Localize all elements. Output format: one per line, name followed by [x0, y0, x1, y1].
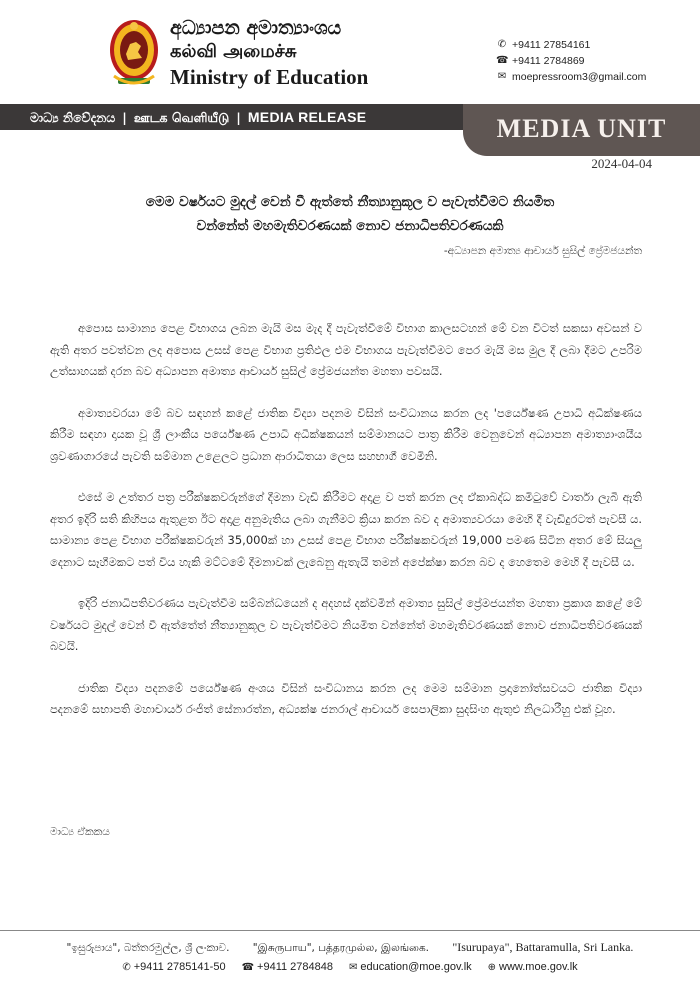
header-fax: +9411 2784869	[512, 55, 585, 67]
header-phone: +9411 27854161	[512, 39, 591, 51]
media-unit-badge	[463, 104, 700, 156]
letterhead	[0, 0, 700, 100]
national-emblem-logo	[108, 16, 160, 90]
band-label-tamil: ஊடக வெளியீடு	[133, 110, 230, 125]
paragraph: අමාත්‍යවරයා මේ බව සඳහන් කළේ ජාතික විද්‍යා පදනම විසින් සංවිධානය කරන ලද 'පර්යේෂණ උපාධි අධීක්ෂණය කිරීම සඳහා දායක වූ ශ්‍රී ලාංකීය පර්යේෂණ උපාධි අධීක්ෂකයන් සම්මානයට පාත්‍ර කිරීම වෙනුවෙන් අධ්‍යාපන අමාත්‍යාංශයීය ශ්‍රවණාගාරයේ පැවති සම්මාන උළෙලට ප්‍රධාන ආරාධිතයා ලෙස සහභාගී වෙමිනි.	[50, 405, 642, 463]
article-body	[50, 318, 642, 741]
footer-fax: +9411 2784848	[257, 961, 333, 973]
footer-address-sinhala: "ඉසුරුපාය", බත්තරමුල්ල, ශ්‍රී ලංකාව.	[66, 942, 230, 954]
byline: -අධ්‍යාපන අමාත්‍ය ආචාර්ය සුසිල් ප්‍රේමජයන්ත	[443, 245, 642, 257]
paragraph: එසේ ම උත්තර පත්‍ර පරීක්ෂකවරුන්ගේ දීමනා වැඩි කිරීමට අදාළ ව පත් කරන ලද ඒකාබද්ධ කමිටුවේ වාර්තා ලැබී ඇති අතර ඉදිරි සති කිහිපය ඇතුළත ඊට අදාළ අනුමැතිය ලබා ගැනීමට ක්‍රියා කරන බව ද අමාත්‍යවරයා මෙහි දී වැඩිදුරටත් පැවසී ය. සාමාන්‍ය පෙළ විභාග පරීක්ෂකවරුන් 35,000ක් හා උසස් පෙළ විභාග පරීක්ෂකවරුන් 19,000 පමණ සිටින අතර මේ සියලු දෙනාට සෑහීමකට පත් විය හැකි මට්ටමේ දීමනාවක් ලැබෙනු ඇතැයි තමන් අපේක්ෂා කරන බව ද හෙතෙම මෙහි දී පැවසී ය.	[50, 490, 642, 569]
footer-address-tamil: "இசுருபாய", பத்தரமுல்ல, இலங்கை.	[252, 942, 430, 954]
fax-icon: ☎	[241, 962, 255, 973]
globe-icon: ⊕	[487, 962, 497, 973]
band-separator: |	[122, 110, 127, 125]
footer-address-english: "Isurupaya", Battaramulla, Sri Lanka.	[452, 940, 634, 954]
header-email[interactable]: moepressroom3@gmail.com	[512, 71, 647, 83]
fax-icon: ☎	[496, 55, 509, 66]
band-label-english: MEDIA RELEASE	[247, 109, 367, 125]
band-separator: |	[236, 110, 241, 125]
phone-icon: ✆	[497, 39, 507, 50]
headline	[60, 190, 640, 238]
footer-phone: +9411 2785141-50	[133, 961, 226, 973]
footer-website[interactable]: www.moe.gov.lk	[499, 961, 578, 973]
media-unit-label: MEDIA UNIT	[496, 114, 667, 143]
paragraph: අපොස සාමාන්‍ය පෙළ විභාගය ලබන මැයි මස මැද දී පැවැත්වීමේ විභාග කාලසටහන් මේ වන විටත් සකසා අවසන් ව ඇති අතර පවත්වන ලද අපොස උසස් පෙළ විභාග ප්‍රතිඵල එම විභාගය පැවැත්වීමට පෙර මැයි මස මුල දී ලබා දීමට උපරිම උත්සාහයක් දරන බව අධ්‍යාපන අමාත්‍ය ආචාර්ය සුසිල් ප්‍රේමජයන්ත මහතා පවසයි.	[50, 321, 642, 378]
phone-icon: ✆	[122, 962, 131, 973]
title-tamil: கல்வி அமைச்சு	[170, 41, 297, 62]
email-icon: ✉	[349, 962, 358, 973]
footer-divider	[0, 930, 700, 931]
signoff: මාධ්‍ය ඒකකය	[50, 826, 110, 838]
footer-email[interactable]: education@moe.gov.lk	[360, 961, 472, 973]
headline-line-2: වන්නේත් මහමැතිවරණයක් නොව ජනාධිපතිවරණයකි	[196, 218, 504, 234]
paragraph: ජාතික විද්‍යා පදනමේ පර්යේෂණ අංශය විසින් සංවිධානය කරන ලද මෙම සම්මාන ප්‍රදානෝත්සවයට ජාතික විද්‍යා පදනමේ සභාපති මහාචාර්ය රංජිත් සේනාරත්න, අධ්‍යක්ෂ ජනරාල් ආචාර්ය සෙපාලිකා සුදසිංහ ඇතුළු නිලධාරීහු එක් වූහ.	[50, 680, 642, 716]
release-date: 2024-04-04	[591, 156, 652, 171]
title-sinhala: අධ්‍යාපන අමාත්‍යාංශය	[170, 17, 342, 39]
title-english: Ministry of Education	[170, 65, 369, 89]
email-icon: ✉	[497, 71, 507, 82]
band-label-sinhala: මාධ්‍ය නිවේදනය	[30, 110, 116, 125]
footer	[0, 938, 700, 976]
header-contacts	[496, 37, 646, 85]
headline-line-1: මෙම වර්ෂයට මුදල් වෙන් වී ඇත්තේ නීත්‍යානුකූල ව පැවැත්වීමට නියමිත	[145, 194, 555, 210]
paragraph: ඉදිරි ජනාධිපතිවරණය පැවැත්වීම සම්බන්ධයෙන් ද අදහස් දක්වමින් අමාත්‍ය සුසිල් ප්‍රේමජයන්ත මහතා ප්‍රකාශ කළේ මේ වර්ෂයට මුදල් වෙන් වී ඇත්තේත් නීත්‍යානුකූල ව පැවැත්වීමට නියමිත වන්නේත් මහමැතිවරණයක් නොව ජනාධිපතිවරණයක් බවයි.	[50, 596, 642, 653]
